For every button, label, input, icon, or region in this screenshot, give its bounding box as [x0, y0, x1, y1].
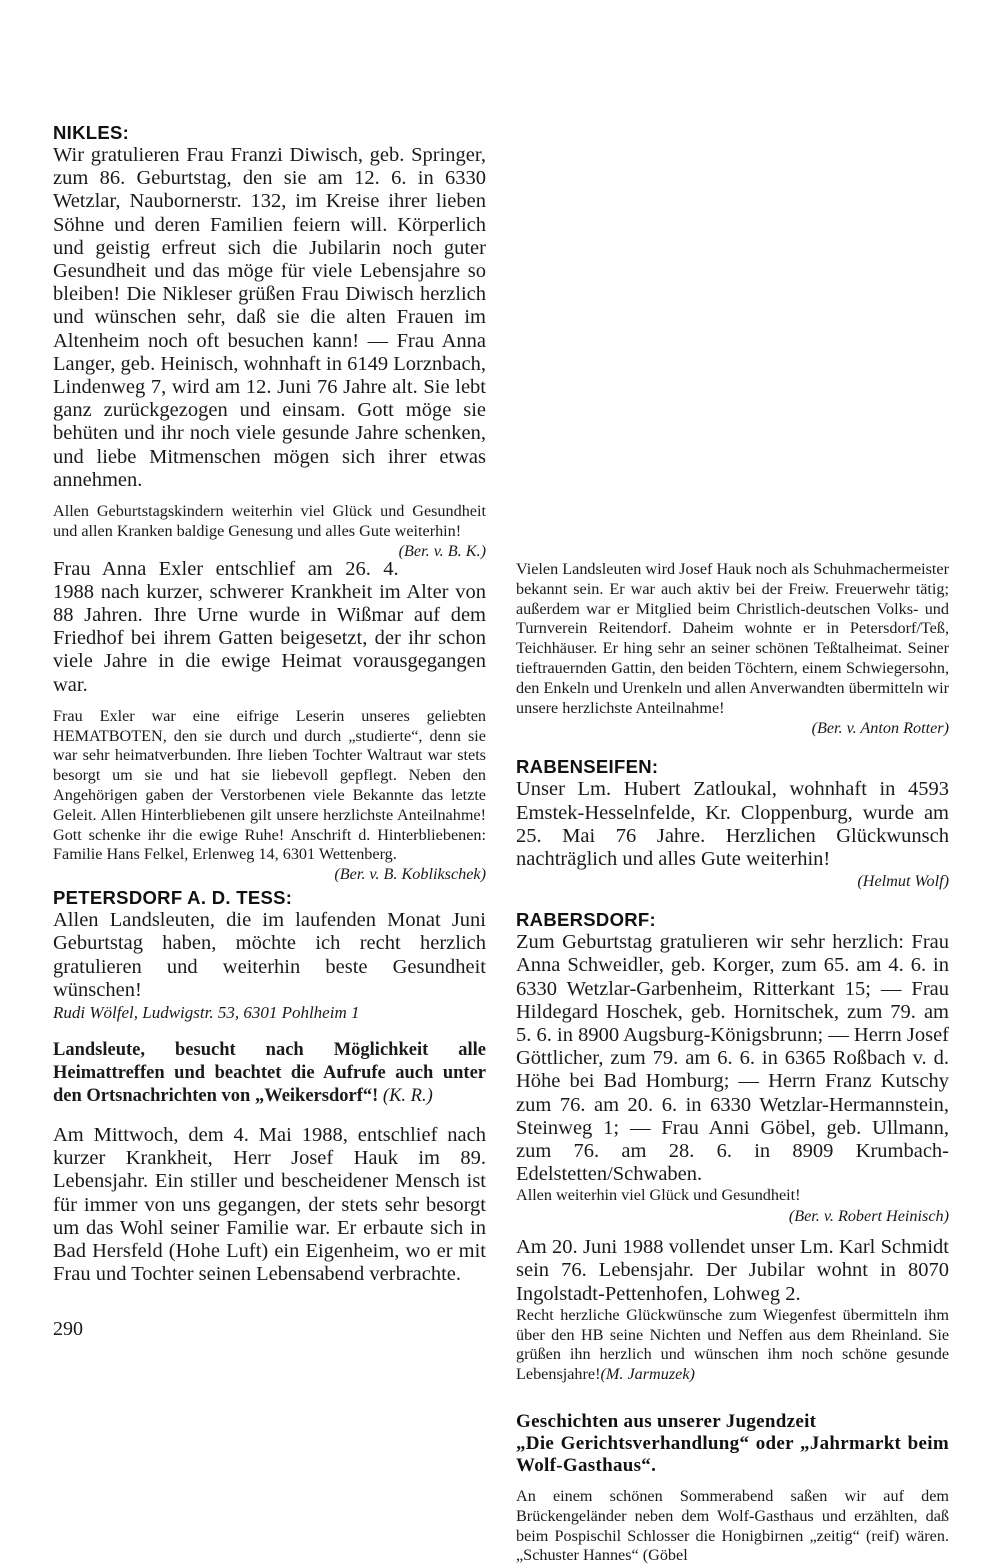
section-heading-nikles: NIKLES:: [53, 122, 130, 143]
nikles-obituary-detail-body: Frau Exler war eine eifrige Leserin unseres geliebten HEMATBOTEN, den sie durch und durch „studierte“, denn sie war sehr heimatverbunden. Ihre lieben Tochter Waltraut war stets besorgt um sie und hat sie liebevoll gepflegt. Neben den Angehörigen gaben der Verstorbenen viele Bekannte das letzte Geleit. Allen Hinterbliebenen gilt unsere herzlichste Anteilnahme! Gott schenke ihr die ewige Ruhe! Anschrift d. Hinterbliebenen: Familie Hans Felkel, Erlenweg 14, 6301 Wettenberg.: [53, 706, 486, 864]
petersdorf-greeting-signature: Rudi Wölfel, Ludwigstr. 53, 6301 Pohlheim 1: [53, 1003, 360, 1023]
rabersdorf-jubilee-detail-body: Recht herzliche Glückwünsche zum Wiegenfest übermitteln ihm über den HB seine Nichten und Neffen aus dem Rheinland. Sie grüßen ihn herzlich und wünschen ihm noch schöne gesunde Lebensjahre!: [516, 1305, 949, 1384]
petersdorf-obituary-detail: Vielen Landsleuten wird Josef Hauk noch als Schuhmachermeister bekannt sein. Er war auch aktiv bei der Freiw. Freuerwehr tätig; außerdem war er Mitglied beim Christlich-deutschen Volks- und Turnverein Reitendorf. Daheim wohnte er in Petersdorf/Teß, Teichhäuser. Er hing sehr an seiner schönen Teßtalheimat. Seiner tieftrauernden Gattin, den beiden Töchtern, einem Schwiegersohn, den Enkeln und Urenkeln und allen Anverwandten übermitteln wir unsere herzlichste Anteilnahme!: [516, 560, 949, 717]
petersdorf-obituary-text: Am Mittwoch, dem 4. Mai 1988, entschlief nach kurzer Krankheit, Herr Josef Hauk im 89. Lebensjahr. Ein stiller und bescheidener Mensch ist für immer von uns gegangen, der stets sehr besorgt um das Wohl seiner Familie war. Er erbaute sich in Bad Hersfeld (Hohe Luft) ein Eigenheim, wo er mit Frau und Tochter seinen Lebensabend verbrachte.: [53, 1124, 486, 1286]
nikles-obituary-text: Frau Anna Exler entschlief am 26. 4. 1988 nach kurzer, schwerer Krankheit im Alter von 88 Jahren. Ihre Urne wurde in Wißmar auf dem Friedhof bei ihrem Gatten beigesetzt, der ihr schon viele Jahre in die ewige Heimat vorausgegangen war.: [53, 557, 486, 696]
story-body-text: An einem schönen Sommerabend saßen wir auf dem Brückengeländer neben dem Wolf-Gasthaus und erzählten, daß beim Pospischil Schlosser die Honigbirnen „zeitig“ (reif) wären. „Schuster Hannes“ (Göbel: [516, 1487, 949, 1565]
nikles-birthday-text: Wir gratulieren Frau Franzi Diwisch, geb. Springer, zum 86. Geburtstag, den sie am 12. 6. in 6330 Wetzlar, Naubornerstr. 132, im Kreise ihrer lieben Söhne und deren Familien feiern will. Körperlich und geistig erfreut sich die Jubilarin noch guter Gesundheit und das möge für viele Lebensjahre so bleiben! Die Nikleser grüßen Frau Diwisch herzlich und wünschen sehr, daß sie die alten Frauen im Altenheim noch oft besuchen kann! — Frau Anna Langer, geb. Heinisch, wohnhaft in 6149 Lorznbach, Lindenweg 7, wird am 12. Juni 76 Jahre alt. Sie lebt ganz zurückgezogen und einsam. Gott möge sie behüten und ihr noch viele gesunde Jahre schenken, und liebe Mitmenschen mögen sich ihrer etwas annehmen.: [53, 144, 486, 491]
section-heading-rabenseifen: RABENSEIFEN:: [516, 756, 659, 778]
nikles-greeting-signature: (Ber. v. B. K.): [398, 541, 486, 560]
nikles-obituary-detail: [53, 706, 486, 884]
rabersdorf-wishes-text: Allen weiterhin viel Glück und Gesundheit!: [516, 1186, 801, 1205]
story-heading-title: „Die Gerichtsverhandlung“ oder „Jahrmarkt beim Wolf-Gasthaus“.: [516, 1433, 949, 1477]
rabenseifen-signature: (Helmut Wolf): [857, 872, 949, 891]
right-column: [516, 560, 949, 1566]
rabenseifen-birthday-text: Unser Lm. Hubert Zatloukal, wohnhaft in 4593 Emstek-Hesselnfelde, Kr. Cloppenburg, wurde am 25. Mai 76 Jahre. Herzlichen Glückwunsch nachträglich und alles Gute weiterhin!: [516, 778, 949, 870]
petersdorf-appeal-signature: (K. R.): [382, 1086, 433, 1107]
section-heading-petersdorf: PETERSDORF A. D. TESS:: [53, 887, 293, 909]
rabersdorf-jubilee-signature: (M. Jarmuzek): [600, 1365, 695, 1384]
rabersdorf-birthday-text: Zum Geburtstag gratulieren wir sehr herzlich: Frau Anna Schweidler, geb. Korger, zum 65. am 4. 6. in 6330 Wetzlar-Garbenheim, Ritterkant 15; — Frau Hildegard Hoschek, geb. Hornitschek, zum 79. am 5. 6. in 8900 Augsburg-Königsbrunn; — Herrn Josef Göttlicher, zum 79. am 6. 6. in 6365 Roßbach v. d. Höhe bei Bad Homburg; — Herrn Franz Kutschy zum 76. am 20. 6. in 6330 Wetzlar-Hermannstein, Steinweg 1; — Frau Anni Göbel, geb. Ullmann, zum 76. am 28. 6. in 8909 Krumbach-Edelstetten/Schwaben.: [516, 931, 949, 1186]
rabersdorf-jubilee-detail: [516, 1306, 949, 1385]
story-heading-series: Geschichten aus unserer Jugendzeit: [516, 1411, 817, 1433]
page-number: 290: [53, 1318, 83, 1340]
rabersdorf-wishes-signature: (Ber. v. Robert Heinisch): [788, 1207, 949, 1226]
nikles-obituary-signature: (Ber. v. B. Koblikschek): [334, 865, 486, 884]
nikles-greeting-body: Allen Geburtstagskindern weiterhin viel Glück und Gesundheit und allen Kranken baldige Genesung und alles Gute weiterhin!: [53, 502, 486, 540]
section-heading-rabersdorf: RABERSDORF:: [516, 909, 656, 931]
petersdorf-obituary-signature: (Ber. v. Anton Rotter): [811, 719, 949, 738]
petersdorf-appeal-text: [53, 1039, 486, 1108]
petersdorf-appeal-body: Landsleute, besucht nach Möglichkeit alle Heimattreffen und beachtet die Aufrufe auch unter den Ortsnachrichten von „Weikersdorf“!: [53, 1040, 486, 1107]
left-column: [53, 122, 486, 1286]
petersdorf-greeting-text: Allen Landsleuten, die im laufenden Monat Juni Geburtstag haben, möchte ich recht herzlich gratulieren und weiterhin beste Gesundheit wünschen!: [53, 909, 486, 1001]
rabersdorf-jubilee-text: Am 20. Juni 1988 vollendet unser Lm. Karl Schmidt sein 76. Lebensjahr. Der Jubilar wohnt in 8070 Ingolstadt-Pettenhofen, Lohweg 2.: [516, 1236, 949, 1305]
nikles-greeting-text: [53, 502, 486, 560]
